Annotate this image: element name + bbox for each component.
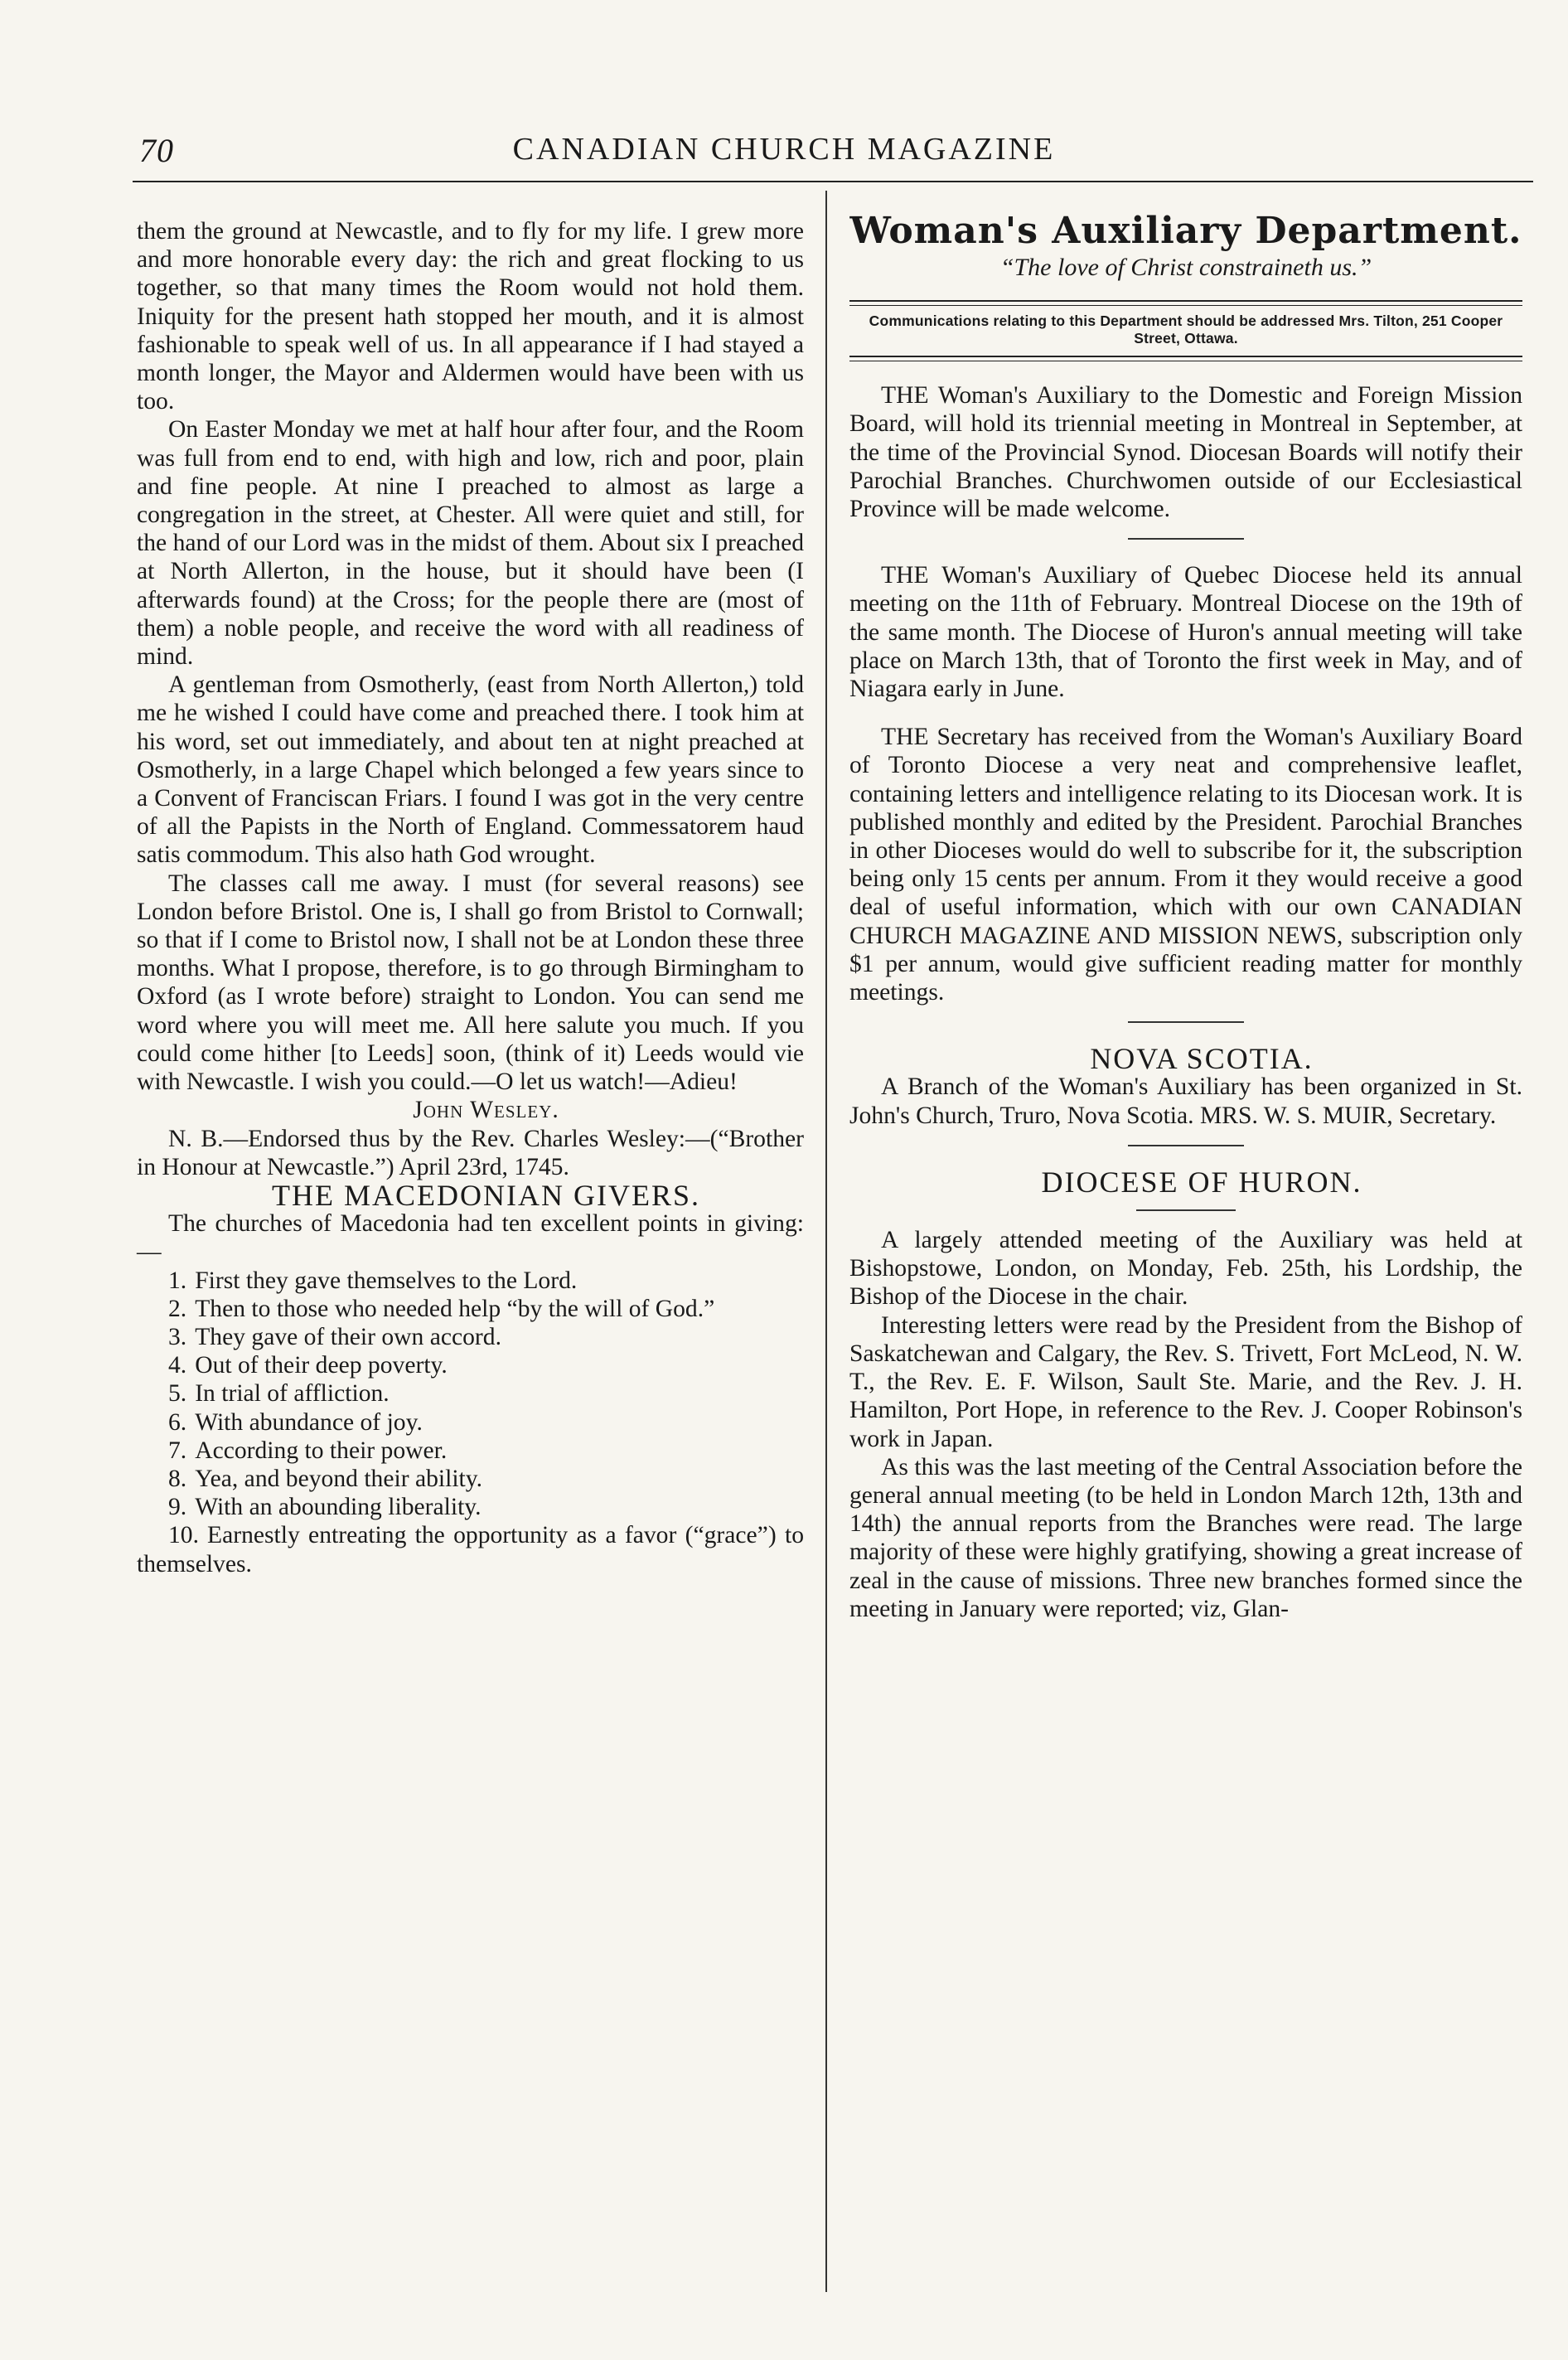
section-divider — [1128, 1145, 1244, 1146]
list-item — [137, 1379, 804, 1408]
list-item — [137, 1323, 804, 1351]
list-number: 10. — [168, 1522, 199, 1549]
list-text: According to their power. — [195, 1437, 448, 1464]
huron-paragraph: As this was the last meeting of the Central Association before the general annual meeting (to be held in London March 12th, 13th and 14th) the annual reports from the Branches were read. The large majority of these were highly gratifying, showing a great increase of zeal in the cause of missions. Three new branches formed since the meeting in January were reported; viz, Glan- — [849, 1453, 1522, 1622]
list-item — [137, 1295, 804, 1323]
section-divider — [1128, 538, 1244, 540]
list-text: Earnestly entreating the opportunity as a favor (“grace”) to themselves. — [137, 1522, 804, 1577]
section-heading-huron: DIOCESE OF HURON. — [1041, 1165, 1362, 1199]
list-number: 8. — [168, 1465, 187, 1492]
letter-paragraph: The classes call me away. I must (for several reasons) see London before Bristol. One is, I shall go from Bristol to Cornwall; so that if I come to Bristol now, I shall not be at London these three months. What I propose, therefore, is to go through Birmingham to Oxford (as I wrote before) straight to London. You can send me word where you will meet me. All here salute you much. If you could come hither [to Leeds] soon, (think of it) Leeds would vie with Newcastle. I wish you could.—O let us watch!—Adieu! — [137, 870, 804, 1096]
auxiliary-paragraph: THE Woman's Auxiliary of Quebec Diocese held its annual meeting on the 11th of February. Montreal Diocese on the 19th of the same month. The Diocese of Huron's annual meeting will take place on March 13th, that of Toronto the first week in May, and of Niagara early in June. — [849, 562, 1522, 703]
huron-paragraph: Interesting letters were read by the President from the Bishop of Saskatchewan and Calgary, the Rev. S. Trivett, Fort McLeod, N. W. T., the Rev. E. F. Wilson, Sault Ste. Marie, and the Rev. J. H. Hamilton, Port Hope, in reference to the Rev. J. Cooper Robinson's work in Japan. — [849, 1311, 1522, 1452]
givers-list — [137, 1267, 804, 1578]
running-title: CANADIAN CHURCH MAGAZINE — [512, 132, 1056, 167]
list-item — [137, 1437, 804, 1465]
department-motto: “The love of Christ constraineth us.” — [999, 254, 1372, 281]
right-column — [849, 210, 1522, 1623]
list-text: With abundance of joy. — [195, 1408, 423, 1436]
department-title: Woman's Auxiliary Department. — [849, 210, 1522, 252]
header-rule — [133, 181, 1533, 182]
nova-scotia-paragraph: A Branch of the Woman's Auxiliary has been organized in St. John's Church, Truro, Nova Scotia. MRS. W. S. MUIR, Secretary. — [849, 1073, 1522, 1129]
huron-paragraph: A largely attended meeting of the Auxiliary was held at Bishopstowe, London, on Monday, Feb. 25th, his Lordship, the Bishop of the Diocese in the chair. — [849, 1227, 1522, 1311]
heading-underline — [1136, 1209, 1236, 1211]
list-number: 6. — [168, 1408, 187, 1436]
column-divider — [825, 191, 827, 2292]
auxiliary-paragraph: THE Woman's Auxiliary to the Domestic and Foreign Mission Board, will hold its triennial meeting in Montreal in September, at the time of the Provincial Synod. Diocesan Boards will notify their Parochial Branches. Churchwomen outside of our Ecclesiastical Province will be made welcome. — [849, 382, 1522, 523]
list-number: 1. — [168, 1267, 187, 1294]
list-number: 4. — [168, 1352, 187, 1379]
spacer — [849, 703, 1522, 723]
spacer — [849, 361, 1522, 381]
list-number: 9. — [168, 1494, 187, 1521]
page-number: 70 — [139, 132, 174, 169]
endorsement-note: N. B.—Endorsed thus by the Rev. Charles Wesley:—(“Brother in Honour at Newcastle.”) April 23rd, 1745. — [137, 1125, 804, 1180]
auxiliary-paragraph: THE Secretary has received from the Woman's Auxiliary Board of Toronto Diocese a very neat and comprehensive leaflet, containing letters and intelligence relating to its Diocesan work. It is published monthly and edited by the President. Parochial Branches in other Dioceses would do well to subscribe for it, the subscription being only 15 cents per annum. From it they would receive a good deal of useful information, which with our own CANADIAN CHURCH MAGAZINE AND MISSION NEWS, subscription only $1 per annum, would give sufficient reading matter for monthly meetings. — [849, 724, 1522, 1006]
section-heading-macedonian: THE MACEDONIAN GIVERS. — [272, 1178, 700, 1212]
letter-signature: John Wesley. — [413, 1097, 559, 1124]
list-number: 3. — [168, 1323, 187, 1350]
list-item — [137, 1521, 804, 1577]
section-heading-nova-scotia: NOVA SCOTIA. — [1090, 1042, 1314, 1076]
list-text: Out of their deep poverty. — [195, 1352, 448, 1379]
list-item — [137, 1465, 804, 1493]
letter-paragraph: them the ground at Newcastle, and to fly for my life. I grew more and more honorable every day: the rich and great flocking to us together, so that many times the Room would not hold them. Iniquity for the present hath stopped her mouth, and it is almost fashionable to speak well of us. In all appearance if I had stayed a month longer, the Mayor and Aldermen would have been with us too. — [137, 218, 804, 415]
list-item — [137, 1408, 804, 1437]
list-text: Yea, and beyond their ability. — [195, 1465, 483, 1492]
list-number: 5. — [168, 1380, 187, 1408]
notice-rule-top — [849, 300, 1522, 306]
list-text: With an abounding liberality. — [195, 1494, 482, 1521]
list-item — [137, 1493, 804, 1521]
left-column — [137, 217, 804, 1578]
list-number: 2. — [168, 1295, 187, 1322]
list-item — [137, 1267, 804, 1295]
letter-paragraph: A gentleman from Osmotherly, (east from North Allerton,) told me he wished I could have come and preached there. I took him at his word, set out immediately, and about ten at night preached at Osmotherly, in a large Chapel which belonged a few years since to a Convent of Franciscan Friars. I found I was got in the very centre of all the Papists in the North of England. Commessatorem haud satis commodum. This also hath God wrought. — [137, 671, 804, 869]
list-text: They gave of their own accord. — [195, 1323, 501, 1350]
list-text: In trial of affliction. — [195, 1380, 390, 1408]
list-text: Then to those who needed help “by the will of God.” — [195, 1295, 715, 1322]
department-notice: Communications relating to this Department should be addressed Mrs. Tilton, 251 Cooper Street, Ottawa. — [869, 313, 1503, 347]
list-item — [137, 1351, 804, 1379]
list-number: 7. — [168, 1437, 187, 1464]
list-text: First they gave themselves to the Lord. — [195, 1267, 578, 1294]
section-divider — [1128, 1021, 1244, 1023]
notice-rule-bottom — [849, 356, 1522, 361]
letter-paragraph: On Easter Monday we met at half hour after four, and the Room was full from end to end, with high and low, rich and poor, plain and fine people. At nine I preached to almost as large a congregation in the street, at Chester. All were quiet and still, for the hand of our Lord was in the midst of them. About six I preached at North Allerton, in the house, but it should have been (I afterwards found) at the Cross; for the people there are (most of them) a noble people, and receive the word with all readiness of mind. — [137, 416, 804, 671]
givers-intro: The churches of Macedonia had ten excellent points in giving:— — [137, 1210, 804, 1266]
